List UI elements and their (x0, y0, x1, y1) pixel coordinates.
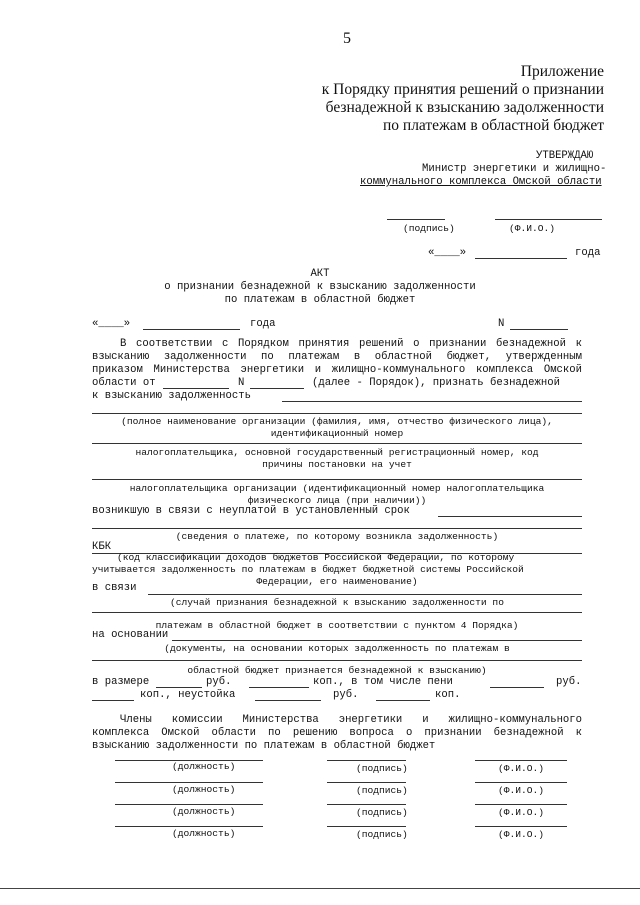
fio-label: (Ф.И.О.) (498, 763, 545, 774)
signature-line[interactable] (327, 760, 406, 761)
note-7b: областной бюджет признается безнадежной к взысканию) (187, 665, 487, 676)
note-1b: идентификационный номер (270, 428, 404, 439)
signature-line[interactable] (327, 826, 406, 827)
fio-line[interactable] (475, 782, 567, 783)
body-line-1: В соответствии с Порядком принятия решений о признании безнадежной к (120, 338, 582, 350)
fio-label: (Ф.И.О.) (498, 785, 545, 796)
kbk-label: КБК (92, 541, 112, 553)
amount-penalty-label: коп., в том числе пени (313, 676, 453, 688)
note-2a: налогоплательщика, основной государственный регистрационный номер, код (135, 447, 539, 458)
forfeit-kop-line[interactable] (376, 700, 430, 701)
payment-line-1[interactable] (438, 516, 582, 517)
appendix-line-1: Приложение (520, 63, 604, 80)
act-date-day: «____» (92, 318, 131, 330)
note-5c: Федерации, его наименование) (256, 576, 418, 587)
approve-date-day: «____» (428, 247, 467, 259)
body-line-5: к взысканию задолженность (92, 390, 251, 402)
order-date-line[interactable] (163, 388, 229, 389)
appendix-header (304, 63, 604, 135)
approve-fio-label: (Ф.И.О.) (509, 223, 556, 234)
forfeit-rub-line[interactable] (255, 700, 321, 701)
note-7a: (документы, на основании которых задолженность по платежам в (164, 643, 510, 654)
approve-signature-line[interactable] (387, 219, 445, 220)
penalty-kop-line[interactable] (92, 700, 134, 701)
note-3b: физического лица (при наличии)) (247, 495, 427, 506)
fio-line[interactable] (475, 804, 567, 805)
order-number-line[interactable] (250, 388, 304, 389)
arose-text: возникшую в связи с неуплатой в установленный срок (92, 505, 410, 517)
basis-line-2[interactable] (92, 660, 582, 661)
approve-title: УТВЕРЖДАЮ (536, 150, 594, 162)
note-6b: платежам в областной бюджет в соответствии с пунктом 4 Порядка) (155, 620, 519, 631)
approve-line-1: Министр энергетики и жилищно- (422, 163, 607, 175)
act-date-line[interactable] (143, 329, 240, 330)
debtor-line-3[interactable] (92, 443, 582, 444)
note-6a: (случай признания безнадежной к взысканию задолженности по (170, 597, 504, 608)
fio-line[interactable] (475, 760, 567, 761)
approve-date-year: года (575, 247, 601, 259)
note-2b: причины постановки на учет (262, 459, 412, 470)
payment-line-2[interactable] (92, 528, 582, 529)
body-line-2: взысканию задолженности по платежам в областной бюджет, утвержденным (92, 351, 582, 363)
approve-line-2: коммунального комплекса Омской области (360, 176, 602, 188)
debtor-line-2[interactable] (92, 413, 582, 414)
position-label: (должность) (172, 806, 236, 817)
body-line-4-start: области от (92, 377, 156, 389)
page-number: 5 (343, 30, 351, 47)
signature-line[interactable] (327, 804, 406, 805)
appendix-line-2: к Порядку принятия решений о признании (321, 81, 604, 98)
in-connection-label: в связи (92, 582, 137, 594)
forfeit-rub-label: руб. (333, 689, 359, 701)
act-date-year: года (250, 318, 276, 330)
note-5a: (код классификации доходов бюджетов Российской Федерации, по которому (117, 552, 515, 563)
fio-label: (Ф.И.О.) (498, 829, 545, 840)
body-line-4-end: (далее - Порядок), признать безнадежной (312, 377, 560, 389)
case-line-2[interactable] (92, 612, 582, 613)
note-3a: налогоплательщика организации (идентификационный номер налогоплательщика (129, 483, 545, 494)
note-5b: учитывается задолженность по платежам в бюджет бюджетной системы Российской (92, 564, 524, 575)
approve-fio-line[interactable] (495, 219, 602, 220)
body-line-3: приказом Министерства энергетики и жилищно-коммунального комплекса Омской (92, 364, 582, 376)
act-number-line[interactable] (510, 329, 568, 330)
members-line-2: комплекса Омской области по решению вопроса о признании безнадежной к (92, 727, 582, 739)
signature-label: (подпись) (356, 807, 408, 818)
approve-signature-label: (подпись) (403, 223, 455, 234)
amount-label: в размере (92, 676, 150, 688)
fio-label: (Ф.И.О.) (498, 807, 545, 818)
debtor-line-4[interactable] (92, 479, 582, 480)
basis-label: на основании (92, 629, 169, 641)
signature-label: (подпись) (356, 829, 408, 840)
order-number-sign: N (238, 377, 245, 389)
members-line-3: взысканию задолженности по платежам в областной бюджет (92, 740, 436, 752)
signature-label: (подпись) (356, 763, 408, 774)
fio-line[interactable] (475, 826, 567, 827)
forfeit-kop-label: коп. (435, 689, 461, 701)
debtor-line-1[interactable] (282, 401, 582, 402)
approve-date-line[interactable] (475, 258, 567, 259)
act-title: АКТ (310, 268, 330, 280)
forfeit-label: коп., неустойка (140, 689, 236, 701)
position-label: (должность) (172, 761, 236, 772)
note-4: (сведения о платеже, по которому возникла задолженность) (175, 531, 499, 542)
position-label: (должность) (172, 828, 236, 839)
penalty-rub-line[interactable] (490, 687, 544, 688)
act-subtitle-1: о признании безнадежной к взысканию задолженности (164, 281, 476, 293)
footer-divider (0, 888, 640, 889)
amount-rub-line[interactable] (156, 687, 202, 688)
act-subtitle-2: по платежам в областной бюджет (224, 294, 416, 306)
note-1a: (полное наименование организации (фамилия, имя, отчество физического лица), (121, 416, 553, 427)
act-number-sign: N (498, 318, 505, 330)
position-label: (должность) (172, 784, 236, 795)
amount-kop-line[interactable] (249, 687, 309, 688)
appendix-line-3: безнадежной к взысканию задолженности (325, 99, 604, 116)
case-line-1[interactable] (148, 594, 582, 595)
signature-line[interactable] (327, 782, 406, 783)
amount-rub-label: руб. (206, 676, 232, 688)
signature-label: (подпись) (356, 785, 408, 796)
basis-line-1[interactable] (172, 640, 582, 641)
appendix-line-4: по платежам в областной бюджет (382, 117, 604, 134)
penalty-rub-label: руб. (556, 676, 582, 688)
members-line-1: Члены комиссии Министерства энергетики и жилищно-коммунального (120, 714, 582, 726)
